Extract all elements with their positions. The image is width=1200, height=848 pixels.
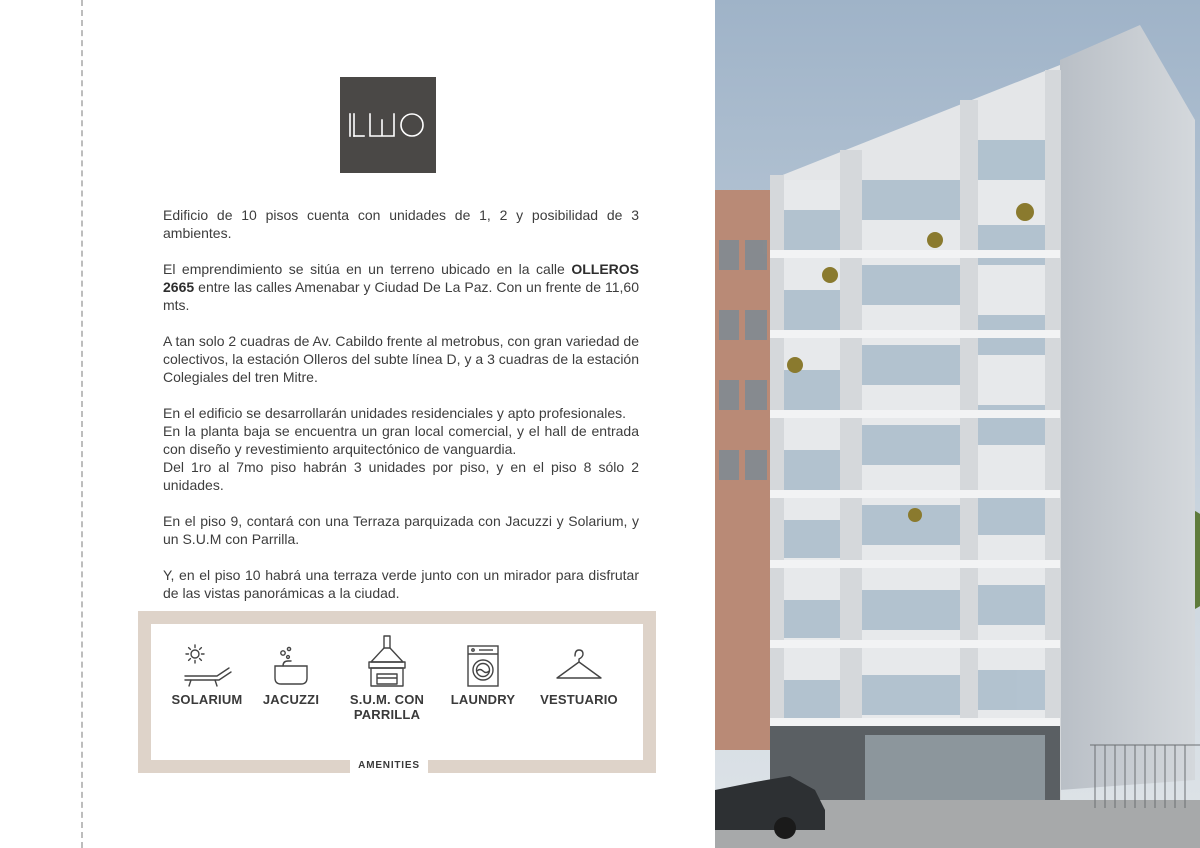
- amenity-label: SOLARIUM: [171, 692, 243, 707]
- paragraph-location: El emprendimiento se sitúa en un terreno ubicado en la calle OLLEROS 2665 entre las calles Amenabar y Ciudad De La Paz. Con un frente de 11,60 mts.: [163, 261, 639, 313]
- liwo-logo-mark-icon: [346, 109, 430, 141]
- washing-machine-icon: [455, 644, 511, 688]
- building-render-image: [715, 0, 1200, 848]
- project-description: [163, 206, 639, 620]
- jacuzzi-icon: [263, 644, 319, 688]
- amenities-panel: [138, 611, 656, 773]
- paragraph-building: Edificio de 10 pisos cuenta con unidades de 1, 2 y posibilidad de 3 ambientes.: [163, 207, 639, 241]
- amenity-jacuzzi: [241, 644, 341, 707]
- address-highlight: OLLEROS 2665: [163, 261, 639, 295]
- amenity-vestuario: [529, 644, 629, 707]
- paragraph-transport: A tan solo 2 cuadras de Av. Cabildo frente al metrobus, con gran variedad de colectivos, la estación Olleros del subte línea D, y a 3 cuadras de la estación Colegiales del tren Mitre.: [163, 333, 639, 385]
- amenities-title: AMENITIES: [350, 759, 428, 773]
- sun-lounger-icon: [179, 644, 235, 688]
- building-illustration: [715, 0, 1200, 848]
- amenity-label: JACUZZI: [262, 692, 320, 707]
- amenity-label-line2: PARRILLA: [353, 707, 421, 722]
- amenity-label-line1: S.U.M. CON: [349, 692, 425, 707]
- paragraph-units: En el edificio se desarrollarán unidades residenciales y apto profesionales. En la planta baja se encuentra un gran local comercial, y el hall de entrada con diseño y revestimiento arquitectónico de vanguardia. Del 1ro al 7mo piso habrán 3 unidades por piso, y en el piso 8 sólo 2 unidades.: [163, 405, 639, 493]
- dashed-cut-line: [81, 0, 83, 848]
- amenity-label: VESTUARIO: [540, 692, 618, 707]
- amenity-label: LAUNDRY: [450, 692, 516, 707]
- paragraph-terrace: En el piso 9, contará con una Terraza parquizada con Jacuzzi y Solarium, y un S.U.M con Parrilla.: [163, 513, 639, 547]
- barbecue-grill-icon: [359, 634, 415, 688]
- paragraph-rooftop: Y, en el piso 10 habrá una terraza verde junto con un mirador para disfrutar de las vistas panorámicas a la ciudad.: [163, 567, 639, 601]
- hanger-icon: [551, 644, 607, 688]
- amenity-sum-parrilla: [337, 634, 437, 722]
- amenities-list: [151, 624, 643, 760]
- amenity-laundry: [433, 644, 533, 707]
- liwo-logo: [340, 77, 436, 173]
